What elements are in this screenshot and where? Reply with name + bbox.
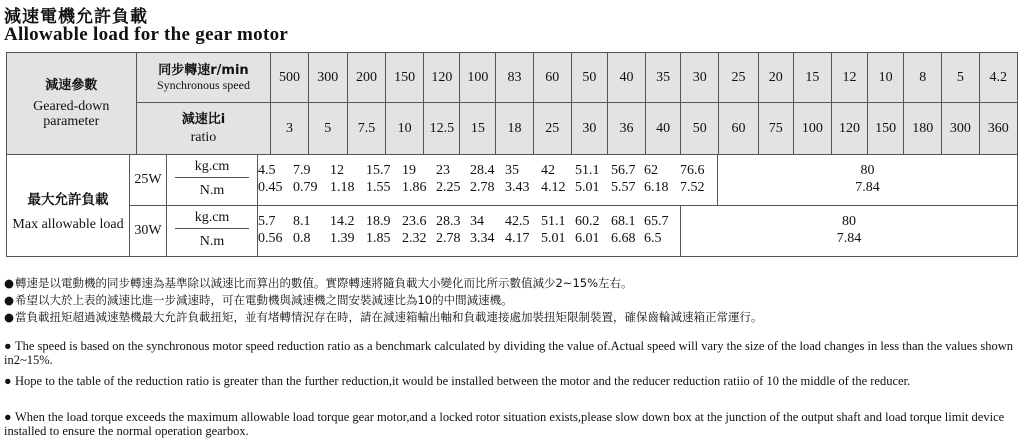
load-value-cell: [611, 206, 644, 256]
ratio-cell: 12.5: [424, 103, 460, 155]
load-value-cell: [330, 206, 366, 256]
speed-cell: 20: [758, 53, 793, 103]
note-zh: [4, 275, 633, 291]
speed-cell: 25: [719, 53, 758, 103]
load-value-cell: [611, 155, 644, 205]
bullet-icon: ●: [4, 276, 15, 290]
ratio-cell: 120: [831, 103, 867, 155]
value-kgcm: 7.9: [293, 163, 311, 178]
ratio-cell: 360: [979, 103, 1018, 155]
load-value-cell: [680, 155, 717, 205]
value-nm: 6.18: [644, 180, 669, 195]
load-value-cell: [293, 155, 330, 205]
load-value-cell: [505, 206, 541, 256]
value-nm: 2.78: [470, 180, 495, 195]
value-nm: 0.8: [293, 231, 311, 246]
value-nm: 4.12: [541, 180, 566, 195]
value-kgcm: 23: [436, 163, 450, 178]
value-kgcm: 28.3: [436, 214, 461, 229]
load-value-cell: [541, 155, 575, 205]
ratio-cell: 36: [607, 103, 645, 155]
load-block: [6, 155, 1018, 257]
value-nm: 2.25: [436, 180, 461, 195]
value-kgcm: 68.1: [611, 214, 636, 229]
note-zh-text: 轉速是以電動機的同步轉速為基準除以減速比而算出的數值。實際轉速將隨負載大小變化而比所示數值減少2~15%左右。: [15, 276, 633, 290]
load-value-cell: [258, 206, 293, 256]
ratio-cell: 5: [308, 103, 347, 155]
note-en-text: Hope to the table of the reduction ratio is greater than the further reduction,it would be installed between the motor and the reducer reduction ratiio of 10 the middle of the reducer.: [15, 374, 911, 388]
merged-nm: 7.84: [855, 180, 880, 195]
speed-cell: 100: [460, 53, 496, 103]
speed-cell: 120: [424, 53, 460, 103]
power-cell: 25W: [130, 155, 167, 205]
ratio-cell: 15: [460, 103, 496, 155]
value-kgcm: 62: [644, 163, 658, 178]
value-nm: 5.57: [611, 180, 636, 195]
unit-nm: N.m: [199, 183, 225, 198]
value-nm: 1.86: [402, 180, 427, 195]
load-value-cell: [575, 206, 611, 256]
ratio-label-cell: [136, 103, 271, 155]
unit-kgcm: kg.cm: [175, 155, 249, 178]
value-nm: 7.52: [680, 180, 705, 195]
value-kgcm: 60.2: [575, 214, 600, 229]
value-kgcm: 19: [402, 163, 416, 178]
note-en: [4, 339, 1014, 367]
value-nm: 1.55: [366, 180, 391, 195]
ratio-cell: 150: [868, 103, 904, 155]
note-en: [4, 374, 1014, 388]
value-nm: 1.85: [366, 231, 391, 246]
value-kgcm: 35: [505, 163, 519, 178]
unit-cell: [167, 155, 258, 205]
load-value-cell: [436, 155, 470, 205]
value-kgcm: 18.9: [366, 214, 391, 229]
speed-cell: 30: [681, 53, 719, 103]
param-label-en: Geared-down parameter: [33, 99, 110, 129]
load-value-cell: [366, 155, 402, 205]
power-cell: 30W: [130, 206, 167, 256]
load-value-cell: [258, 155, 293, 205]
ratio-cell: 3: [271, 103, 308, 155]
load-row: [130, 206, 1017, 256]
value-nm: 3.43: [505, 180, 530, 195]
value-kgcm: 56.7: [611, 163, 636, 178]
value-kgcm: 42: [541, 163, 555, 178]
load-value-cell: [470, 155, 505, 205]
ratio-cell: 25: [533, 103, 571, 155]
note-en-text: The speed is based on the synchronous motor speed reduction ratio as a benchmark calculated by dividing the value of.Actual speed will vary the size of the load changes in less than the values shown in2~15%.: [4, 339, 1013, 367]
page-title-chinese: 減速電機允許負載: [4, 7, 148, 27]
value-kgcm: 14.2: [330, 214, 355, 229]
value-kgcm: 28.4: [470, 163, 495, 178]
load-value-cell: [293, 206, 330, 256]
load-value-cell: [402, 155, 436, 205]
note-zh: [4, 309, 763, 325]
merged-nm: 7.84: [836, 231, 862, 246]
speed-cell: 5: [942, 53, 979, 103]
load-label-en: Max allowable load: [12, 217, 124, 232]
speed-cell: 60: [533, 53, 571, 103]
value-kgcm: 15.7: [366, 163, 391, 178]
value-nm: 6.01: [575, 231, 600, 246]
load-value-cell: [366, 206, 402, 256]
ratio-cell: 40: [646, 103, 681, 155]
value-kgcm: 4.5: [258, 163, 276, 178]
value-nm: 3.34: [470, 231, 495, 246]
unit-nm: N.m: [199, 234, 225, 249]
speed-cell: 83: [496, 53, 533, 103]
bullet-icon: ●: [4, 293, 15, 307]
ratio-cell: 18: [496, 103, 533, 155]
value-nm: 0.45: [258, 180, 283, 195]
page-title-english: Allowable load for the gear motor: [4, 24, 289, 45]
value-nm: 4.17: [505, 231, 530, 246]
note-zh: [4, 292, 513, 308]
speed-cell: 300: [308, 53, 347, 103]
merged-kgcm: 80: [860, 163, 875, 178]
value-kgcm: 51.1: [541, 214, 566, 229]
note-zh-text: 當負載扭矩超過減速墊機最大允許負載扭矩，並有堵轉情況存在時，請在減速箱輸出軸和負載連接處加裝扭矩限制裝置，確保齒輪減速箱正常運行。: [15, 310, 763, 324]
value-kgcm: 8.1: [293, 214, 311, 229]
speed-cell: 150: [386, 53, 424, 103]
load-value-cell: [644, 206, 680, 256]
ratio-label-en: ratio: [190, 130, 217, 145]
value-kgcm: 42.5: [505, 214, 530, 229]
value-kgcm: 5.7: [258, 214, 276, 229]
ratio-row: [7, 103, 1018, 155]
unit-kgcm: kg.cm: [175, 206, 249, 229]
load-rows: [130, 155, 1017, 256]
bullet-icon: ●: [4, 410, 12, 424]
load-value-cell: [330, 155, 366, 205]
value-nm: 2.32: [402, 231, 427, 246]
ratio-cell: 75: [758, 103, 793, 155]
value-kgcm: 76.6: [680, 163, 705, 178]
note-en-text: When the load torque exceeds the maximum allowable load torque gear motor,and a locked rotor situation exists,please slow down box at the junction of the output shaft and load torque limit device installed to ensure the normal operation gearbox.: [4, 410, 1005, 438]
note-zh-text: 希望以大於上表的減速比進一步減速時，可在電動機與減速機之間安裝減速比為10的中間減速機。: [15, 293, 513, 307]
bullet-icon: ●: [4, 374, 12, 388]
speed-cell: 4.2: [979, 53, 1018, 103]
ratio-label-zh: 減速比i: [181, 112, 226, 127]
merged-kgcm: 80: [842, 214, 856, 229]
value-nm: 0.79: [293, 180, 318, 195]
allowable-load-table: [6, 52, 1018, 155]
load-value-cell: [470, 206, 505, 256]
load-value-cell: [505, 155, 541, 205]
value-kgcm: 51.1: [575, 163, 600, 178]
value-nm: 1.39: [330, 231, 355, 246]
value-nm: 5.01: [575, 180, 600, 195]
value-nm: 5.01: [541, 231, 566, 246]
param-label-zh: 減速參數: [45, 78, 98, 93]
bullet-icon: ●: [4, 339, 12, 353]
value-kgcm: 23.6: [402, 214, 427, 229]
load-row: [130, 155, 1017, 206]
ratio-cell: 100: [793, 103, 831, 155]
load-value-cell: [436, 206, 470, 256]
speed-cell: 35: [646, 53, 681, 103]
load-label-zh: 最大允許負載: [27, 192, 109, 208]
value-kgcm: 12: [330, 163, 344, 178]
load-label-cell: [7, 155, 130, 256]
speed-cell: 12: [831, 53, 867, 103]
speed-cell: 500: [271, 53, 308, 103]
note-en: [4, 410, 1014, 438]
ratio-cell: 180: [904, 103, 942, 155]
speed-label-en: Synchronous speed: [156, 77, 250, 92]
value-kgcm: 65.7: [644, 214, 669, 229]
load-value-cell: [575, 155, 611, 205]
speed-cell: 8: [904, 53, 942, 103]
param-label-cell: [7, 53, 137, 155]
speed-label-cell: [136, 53, 271, 103]
speed-cell: 50: [571, 53, 607, 103]
speed-row: [7, 53, 1018, 103]
ratio-cell: 30: [571, 103, 607, 155]
load-value-cell: [402, 206, 436, 256]
ratio-cell: 10: [386, 103, 424, 155]
ratio-cell: 300: [942, 103, 979, 155]
value-nm: 1.18: [330, 180, 355, 195]
value-nm: 6.68: [611, 231, 636, 246]
value-kgcm: 34: [470, 214, 484, 229]
merged-value-cell: [718, 155, 1017, 205]
value-nm: 0.56: [258, 231, 283, 246]
bullet-icon: ●: [4, 310, 15, 324]
speed-cell: 40: [607, 53, 645, 103]
ratio-cell: 50: [681, 103, 719, 155]
merged-value-cell: [681, 206, 1017, 256]
speed-label-zh: 同步轉速r/min: [158, 62, 249, 78]
value-nm: 6.5: [644, 231, 662, 246]
value-nm: 2.78: [436, 231, 461, 246]
load-value-cell: [644, 155, 680, 205]
ratio-cell: 7.5: [347, 103, 385, 155]
unit-cell: [167, 206, 258, 256]
speed-cell: 10: [868, 53, 904, 103]
speed-cell: 15: [793, 53, 831, 103]
speed-cell: 200: [347, 53, 385, 103]
ratio-cell: 60: [719, 103, 758, 155]
load-value-cell: [541, 206, 575, 256]
